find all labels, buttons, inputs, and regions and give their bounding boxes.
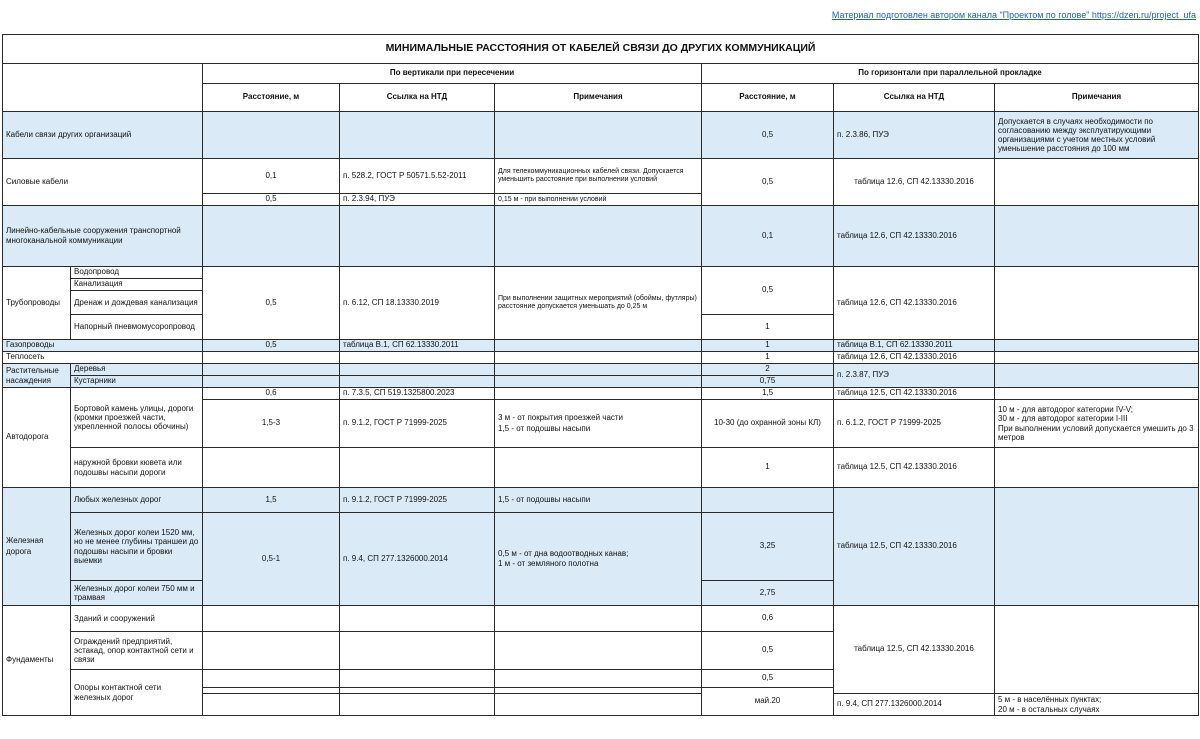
note-line: 5 м - в населённых пунктах; <box>998 695 1102 705</box>
header-h-notes: Примечания <box>995 84 1199 112</box>
cell-h-distance: 0,5 <box>702 159 834 206</box>
header-v-notes: Примечания <box>495 84 702 112</box>
cell-empty <box>203 206 340 267</box>
cell-h-ntd: таблица 12.5, СП 42.13330.2016 <box>834 448 995 488</box>
table-row <box>3 364 1199 376</box>
cell-v-ntd: п. 528.2, ГОСТ Р 50571.5.52-2011 <box>340 159 495 194</box>
note-line: 30 м - для автодорог категории I-III <box>998 414 1128 424</box>
row-subname: Водопровод <box>71 267 203 279</box>
cell-h-note: Допускается в случаях необходимости по согласованию между эксплуатирующими организациями с учетом местных условий уменьшение расстояния до 100 мм <box>995 112 1199 159</box>
cell-empty <box>995 159 1199 206</box>
cell-h-ntd: таблица 12.5, СП 42.13330.2016 <box>834 388 995 400</box>
cell-empty <box>203 352 340 364</box>
row-subname: Опоры контактной сети железных дорог <box>71 670 203 716</box>
cell-h-distance: 0,5 <box>702 267 834 315</box>
row-name: Фундаменты <box>3 606 71 716</box>
cell-empty <box>495 606 702 632</box>
cell-h-distance: 1 <box>702 352 834 364</box>
header-v-distance: Расстояние, м <box>203 84 340 112</box>
table-row <box>3 206 1199 267</box>
cell-v-note <box>495 513 702 606</box>
cell-v-distance: 0,6 <box>203 388 340 400</box>
cell-v-ntd: п. 9.1.2, ГОСТ Р 71999-2025 <box>340 488 495 513</box>
row-name: Трубопроводы <box>3 267 71 340</box>
cell-empty <box>702 488 834 513</box>
note-line: 1,5 - от подошвы насыпи <box>498 423 591 433</box>
cell-v-note: 1,5 - от подошвы насыпи <box>495 488 702 513</box>
row-subname: Кустарники <box>71 376 203 388</box>
cell-h-distance: 2 <box>702 364 834 376</box>
cell-h-ntd: таблица В.1, СП 62.13330.2011 <box>834 340 995 352</box>
header-h-distance: Расстояние, м <box>702 84 834 112</box>
cell-h-ntd: таблица 12.6, СП 42.13330.2016 <box>834 206 995 267</box>
table-title: МИНИМАЛЬНЫЕ РАССТОЯНИЯ ОТ КАБЕЛЕЙ СВЯЗИ ДО ДРУГИХ КОММУНИКАЦИЙ <box>3 35 1199 64</box>
cell-empty <box>203 376 340 388</box>
cell-empty <box>203 632 340 670</box>
cell-v-ntd: п. 7.3.5, СП 519.1325800.2023 <box>340 388 495 400</box>
cell-h-distance: 0,6 <box>702 606 834 632</box>
table-row <box>3 112 1199 159</box>
cell-v-ntd: п. 9.4, СП 277.1326000.2014 <box>340 513 495 606</box>
cell-empty <box>203 670 340 688</box>
distances-table <box>2 34 1199 716</box>
cell-empty <box>495 112 702 159</box>
cell-h-distance: 0,1 <box>702 206 834 267</box>
cell-empty <box>340 448 495 488</box>
cell-empty <box>340 112 495 159</box>
row-subname: Дренаж и дождевая канализация <box>71 291 203 315</box>
cell-empty <box>995 448 1199 488</box>
row-subname: Любых железных дорог <box>71 488 203 513</box>
cell-h-distance: 10-30 (до охранной зоны КЛ) <box>702 400 834 448</box>
cell-h-distance: 1,5 <box>702 388 834 400</box>
cell-empty <box>495 632 702 670</box>
cell-h-note <box>995 400 1199 448</box>
cell-empty <box>495 364 702 376</box>
cell-v-distance: 1,5-3 <box>203 400 340 448</box>
row-name: Силовые кабели <box>3 159 203 206</box>
cell-empty <box>203 448 340 488</box>
cell-h-distance: 1 <box>702 448 834 488</box>
cell-h-distance: 0,75 <box>702 376 834 388</box>
cell-empty <box>340 606 495 632</box>
cell-empty <box>495 388 702 400</box>
row-subname: Деревья <box>71 364 203 376</box>
note-line: 1 м - от земляного полотна <box>498 559 599 568</box>
cell-h-ntd: п. 9.4, СП 277.1326000.2014 <box>834 694 995 716</box>
row-name: Автодорога <box>3 388 71 488</box>
cell-h-distance: 2,75 <box>702 581 834 606</box>
row-name: Кабели связи других организаций <box>3 112 203 159</box>
cell-v-ntd: п. 6.12, СП 18.13330.2019 <box>340 267 495 340</box>
cell-empty <box>995 267 1199 340</box>
row-name: Линейно-кабельные сооружения транспортной многоканальной коммуникации <box>3 206 203 267</box>
cell-v-distance: 0,1 <box>203 159 340 194</box>
row-name: Растительные насаждения <box>3 364 71 388</box>
row-name: Теплосеть <box>3 352 203 364</box>
cell-empty <box>203 364 340 376</box>
cell-v-ntd: таблица В.1, СП 62.13330.2011 <box>340 340 495 352</box>
cell-empty <box>495 670 702 688</box>
cell-v-ntd: п. 2.3.94, ПУЭ <box>340 194 495 206</box>
cell-empty <box>340 670 495 688</box>
note-line: 0,5 м - от дна водоотводных канав; <box>498 548 629 558</box>
cell-empty <box>995 340 1199 352</box>
cell-empty <box>995 206 1199 267</box>
cell-v-distance: 0,5 <box>203 340 340 352</box>
cell-empty <box>340 632 495 670</box>
cell-v-note: Для телекоммуникационных кабелей связи. Допускается уменьшить расстояние при выполнении условий <box>495 159 702 194</box>
header-vertical: По вертикали при пересечении <box>203 64 702 84</box>
author-credit-link[interactable]: Материал подготовлен автором канала "Проектом по голове" https://dzen.ru/project_ufa <box>831 10 1196 20</box>
cell-v-ntd: п. 9.1.2, ГОСТ Р 71999-2025 <box>340 400 495 448</box>
table-row <box>3 352 1199 364</box>
table-row <box>3 606 1199 632</box>
cell-v-note: При выполнении защитных мероприятий (обоймы, футляры) расстояние допускается уменьшать до 0,25 м <box>495 267 702 340</box>
cell-empty <box>340 206 495 267</box>
note-line: При выполнении условий допускается умешить до 3 метров <box>998 423 1194 442</box>
cell-h-ntd: таблица 12.6, СП 42.13330.2016 <box>834 267 995 340</box>
cell-h-ntd: п. 6.1.2, ГОСТ Р 71999-2025 <box>834 400 995 448</box>
row-subname: Канализация <box>71 279 203 291</box>
table-row <box>3 388 1199 400</box>
cell-v-distance: 1,5 <box>203 488 340 513</box>
header-v-ntd: Ссылка на НТД <box>340 84 495 112</box>
cell-empty <box>203 112 340 159</box>
cell-h-distance: 0,5 <box>702 112 834 159</box>
row-subname: Железных дорог колеи 1520 мм, но не менее глубины траншеи до подошвы насыпи и бровки выемки <box>71 513 203 581</box>
table-row <box>3 340 1199 352</box>
corner-header <box>3 64 203 112</box>
cell-h-distance: 1 <box>702 315 834 340</box>
cell-empty <box>340 364 495 376</box>
cell-h-note <box>995 694 1199 716</box>
cell-v-note: 0,15 м - при выполнении условий <box>495 194 702 206</box>
cell-empty <box>340 376 495 388</box>
cell-empty <box>495 448 702 488</box>
cell-h-distance: 1 <box>702 340 834 352</box>
header-horizontal: По горизонтали при параллельной прокладке <box>702 64 1199 84</box>
cell-empty <box>340 352 495 364</box>
cell-empty <box>495 694 702 716</box>
row-subname: наружной бровки кювета или подошвы насыпи дороги <box>71 448 203 488</box>
cell-h-ntd: таблица 12.5, СП 42.13330.2016 <box>834 488 995 606</box>
cell-v-distance: 0,5 <box>203 267 340 340</box>
cell-h-ntd: п. 2.3.86, ПУЭ <box>834 112 995 159</box>
cell-empty <box>495 352 702 364</box>
row-name: Газопроводы <box>3 340 203 352</box>
cell-h-distance: 0,5 <box>702 670 834 688</box>
cell-h-distance: 3,25 <box>702 513 834 581</box>
cell-h-ntd: таблица 12.5, СП 42.13330.2016 <box>834 606 995 694</box>
row-subname: Железных дорог колеи 750 мм и трамвая <box>71 581 203 606</box>
cell-empty <box>495 340 702 352</box>
cell-empty <box>995 606 1199 694</box>
cell-empty <box>495 206 702 267</box>
cell-empty <box>495 376 702 388</box>
cell-h-ntd: таблица 12.6, СП 42.13330.2016 <box>834 159 995 206</box>
table-row <box>3 488 1199 513</box>
cell-h-distance: май.20 <box>702 688 834 716</box>
header-h-ntd: Ссылка на НТД <box>834 84 995 112</box>
cell-empty <box>340 694 495 716</box>
table-row <box>3 448 1199 488</box>
cell-empty <box>203 606 340 632</box>
table-row <box>3 267 1199 279</box>
row-subname: Ограждений предприятий, эстакад, опор контактной сети и связи <box>71 632 203 670</box>
cell-empty <box>995 488 1199 606</box>
row-subname: Зданий и сооружений <box>71 606 203 632</box>
cell-h-distance: 0,5 <box>702 632 834 670</box>
cell-v-note <box>495 400 702 448</box>
cell-h-ntd: таблица 12.6, СП 42.13330.2016 <box>834 352 995 364</box>
cell-v-distance: 0,5 <box>203 194 340 206</box>
note-line: 10 м - для автодорог категории IV-V; <box>998 405 1133 415</box>
cell-empty <box>995 352 1199 364</box>
cell-h-ntd: п. 2.3.87, ПУЭ <box>834 364 995 388</box>
note-line: 3 м - от покрытия проезжей части <box>498 413 624 423</box>
row-name: Железная дорога <box>3 488 71 606</box>
row-subname: Бортовой камень улицы, дороги (кромки проезжей части, укрепленной полосы обочины) <box>71 388 203 448</box>
row-subname: Напорный пневмомусоропровод <box>71 315 203 340</box>
cell-empty <box>995 364 1199 388</box>
cell-empty <box>995 388 1199 400</box>
cell-empty <box>203 694 340 716</box>
cell-v-distance: 0,5-1 <box>203 513 340 606</box>
table-row <box>3 159 1199 194</box>
note-line: 20 м - в остальных случаях <box>998 704 1100 714</box>
